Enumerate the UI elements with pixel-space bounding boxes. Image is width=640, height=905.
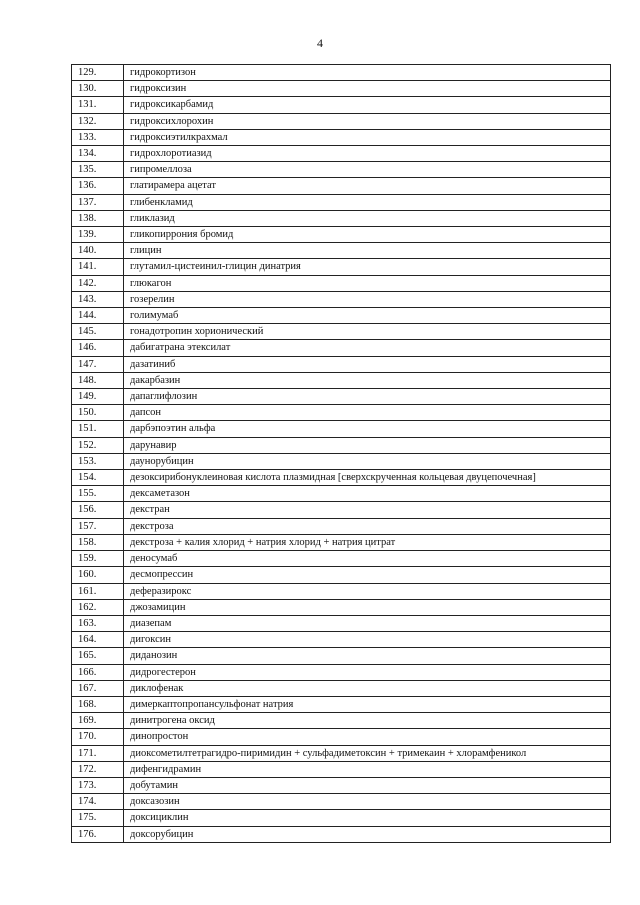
row-number: 145. [72,324,124,340]
drug-name: доксазозин [124,794,611,810]
table-row [72,696,611,712]
row-number: 161. [72,583,124,599]
drug-name: дидрогестерон [124,664,611,680]
drug-name: динопростон [124,729,611,745]
drug-name: дифенгидрамин [124,761,611,777]
row-number: 135. [72,162,124,178]
table-row [72,632,611,648]
table-row [72,194,611,210]
drug-name: дигоксин [124,632,611,648]
table-row [72,599,611,615]
drug-name: диазепам [124,615,611,631]
row-number: 175. [72,810,124,826]
drug-name: деферазирокс [124,583,611,599]
drug-name: гидрокортизон [124,65,611,81]
table-row [72,453,611,469]
table-row [72,777,611,793]
drug-name: гонадотропин хорионический [124,324,611,340]
table-row [72,437,611,453]
table-row [72,567,611,583]
table-row [72,275,611,291]
drug-list-table [71,64,611,843]
drug-name: гозерелин [124,291,611,307]
table-row [72,502,611,518]
row-number: 137. [72,194,124,210]
drug-name: десмопрессин [124,567,611,583]
row-number: 154. [72,470,124,486]
table-row [72,97,611,113]
drug-name: джозамицин [124,599,611,615]
table-row [72,210,611,226]
drug-name: глюкагон [124,275,611,291]
drug-name: деносумаб [124,551,611,567]
row-number: 150. [72,405,124,421]
drug-name: добутамин [124,777,611,793]
table-row [72,486,611,502]
table-row [72,761,611,777]
row-number: 148. [72,372,124,388]
row-number: 134. [72,146,124,162]
table-row [72,259,611,275]
row-number: 139. [72,227,124,243]
table-row [72,129,611,145]
drug-name: гидроксихлорохин [124,113,611,129]
table-row [72,113,611,129]
table-row [72,826,611,842]
table-row [72,81,611,97]
drug-name: дабигатрана этексилат [124,340,611,356]
table-row [72,421,611,437]
row-number: 168. [72,696,124,712]
drug-name: доксорубицин [124,826,611,842]
row-number: 131. [72,97,124,113]
table-row [72,65,611,81]
table-row [72,583,611,599]
table-row [72,615,611,631]
drug-name: глутамил-цистеинил-глицин динатрия [124,259,611,275]
row-number: 136. [72,178,124,194]
drug-name: декстроза + калия хлорид + натрия хлорид + натрия цитрат [124,534,611,550]
table-row [72,178,611,194]
table-row [72,551,611,567]
row-number: 156. [72,502,124,518]
table-row [72,389,611,405]
drug-name: диклофенак [124,680,611,696]
row-number: 169. [72,713,124,729]
drug-name: гидроксиэтилкрахмал [124,129,611,145]
table-row [72,162,611,178]
row-number: 162. [72,599,124,615]
table-row [72,227,611,243]
drug-name: гидроксикарбамид [124,97,611,113]
row-number: 167. [72,680,124,696]
row-number: 151. [72,421,124,437]
row-number: 170. [72,729,124,745]
table-row [72,680,611,696]
row-number: 163. [72,615,124,631]
row-number: 155. [72,486,124,502]
row-number: 165. [72,648,124,664]
row-number: 152. [72,437,124,453]
row-number: 129. [72,65,124,81]
row-number: 144. [72,308,124,324]
drug-name: декстроза [124,518,611,534]
table-row [72,518,611,534]
drug-name: динитрогена оксид [124,713,611,729]
table-row [72,291,611,307]
row-number: 142. [72,275,124,291]
row-number: 158. [72,534,124,550]
row-number: 132. [72,113,124,129]
row-number: 174. [72,794,124,810]
drug-name: глибенкламид [124,194,611,210]
drug-name: гликлазид [124,210,611,226]
row-number: 159. [72,551,124,567]
drug-name: диоксометилтетрагидро-пиримидин + сульфадиметоксин + тримекаин + хлорамфеникол [124,745,611,761]
drug-name: гипромеллоза [124,162,611,178]
table-row [72,356,611,372]
drug-name: дапсон [124,405,611,421]
drug-name: доксициклин [124,810,611,826]
row-number: 153. [72,453,124,469]
row-number: 138. [72,210,124,226]
row-number: 160. [72,567,124,583]
drug-name: дезоксирибонуклеиновая кислота плазмидная [сверхскрученная кольцевая двуцепочечная] [124,470,611,486]
drug-name: глатирамера ацетат [124,178,611,194]
row-number: 176. [72,826,124,842]
drug-name: голимумаб [124,308,611,324]
row-number: 164. [72,632,124,648]
row-number: 172. [72,761,124,777]
table-row [72,729,611,745]
row-number: 143. [72,291,124,307]
row-number: 157. [72,518,124,534]
table-row [72,405,611,421]
row-number: 146. [72,340,124,356]
drug-name: дексаметазон [124,486,611,502]
drug-name: дакарбазин [124,372,611,388]
row-number: 130. [72,81,124,97]
table-body [72,65,611,843]
drug-name: дарунавир [124,437,611,453]
row-number: 171. [72,745,124,761]
page-number: 4 [317,36,323,50]
row-number: 173. [72,777,124,793]
row-number: 147. [72,356,124,372]
drug-name: гликопиррония бромид [124,227,611,243]
drug-name: глицин [124,243,611,259]
table-row [72,372,611,388]
table-row [72,324,611,340]
row-number: 166. [72,664,124,680]
row-number: 149. [72,389,124,405]
drug-name: дапаглифлозин [124,389,611,405]
row-number: 140. [72,243,124,259]
table-row [72,794,611,810]
table-row [72,146,611,162]
drug-name: декстран [124,502,611,518]
drug-name: дарбэпоэтин альфа [124,421,611,437]
drug-name: дазатиниб [124,356,611,372]
drug-name: даунорубицин [124,453,611,469]
table-row [72,745,611,761]
table-row [72,470,611,486]
drug-name: гидроксизин [124,81,611,97]
table-row [72,243,611,259]
table-row [72,664,611,680]
drug-name: гидрохлоротиазид [124,146,611,162]
drug-name: диданозин [124,648,611,664]
row-number: 133. [72,129,124,145]
row-number: 141. [72,259,124,275]
table-row [72,340,611,356]
table-row [72,308,611,324]
table-row [72,648,611,664]
drug-name: димеркаптопропансульфонат натрия [124,696,611,712]
table-row [72,810,611,826]
table-row [72,534,611,550]
table-row [72,713,611,729]
